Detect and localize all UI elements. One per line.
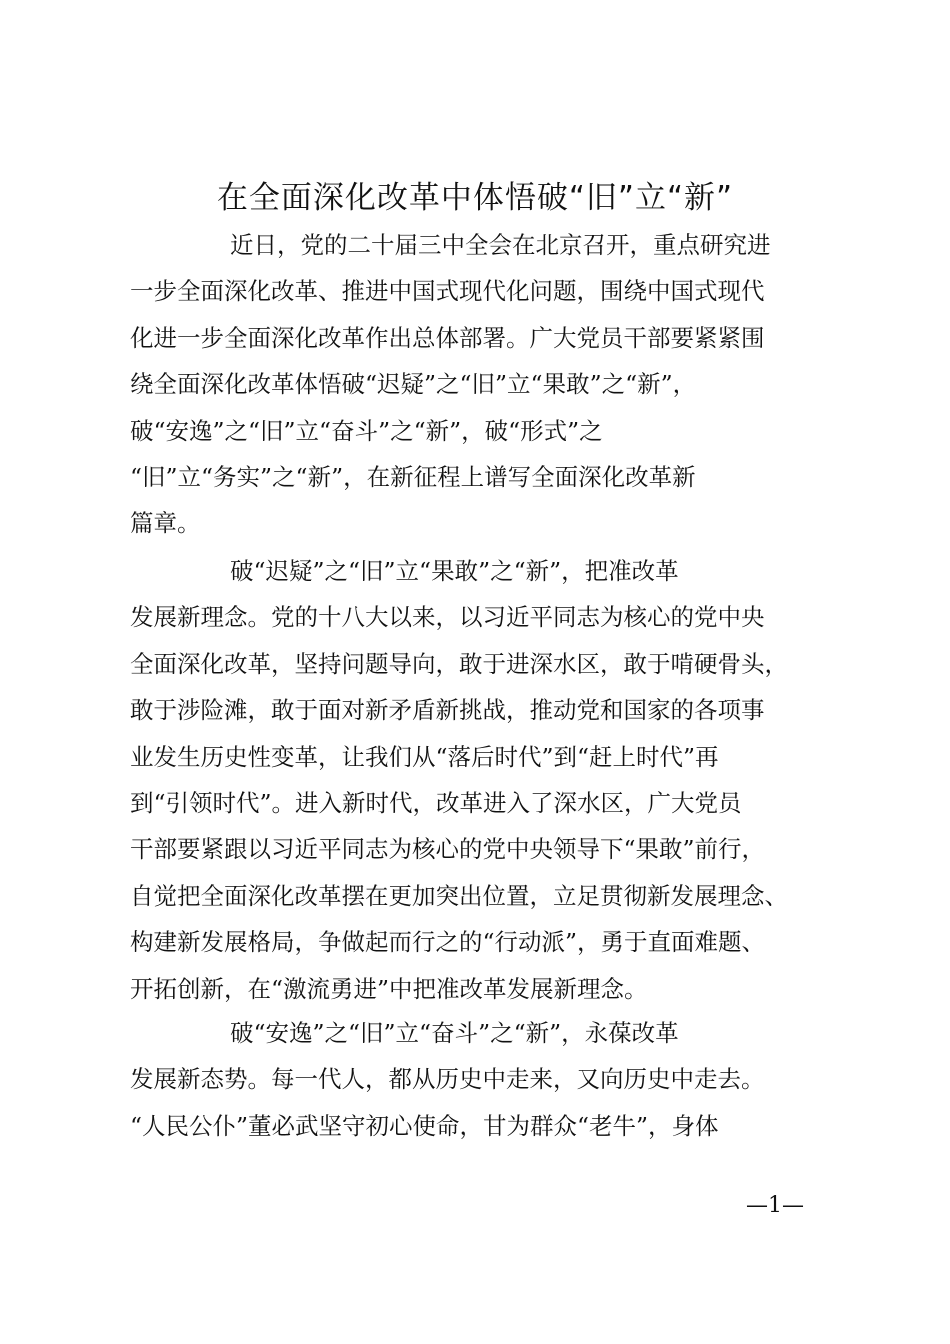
text-line: 破“迟疑”之“旧”立“果敢”之“新”，把准改革 [230, 557, 679, 585]
document-title: 在全面深化改革中体悟破“旧”立“新” [216, 180, 734, 216]
text-line: 自觉把全面深化改革摆在更加突出位置，立足贯彻新发展理念、 [130, 881, 788, 910]
paragraph-section-1 [130, 548, 830, 1012]
text-line: 构建新发展格局，争做起而行之的“行动派”，勇于直面难题、 [130, 928, 766, 957]
text-line: 敢于涉险滩，敢于面对新矛盾新挑战，推动党和国家的各项事 [130, 696, 765, 725]
text-line: 一步全面深化改革、推进中国式现代化问题，围绕中国式现代 [130, 277, 765, 306]
text-line: 开拓创新，在“激流勇进”中把准改革发展新理念。 [130, 974, 648, 1003]
paragraph-section-2 [130, 1010, 830, 1149]
page-number: —1— [746, 1193, 804, 1218]
text-line: 发展新态势。每一代人，都从历史中走来，又向历史中走去。 [130, 1065, 765, 1094]
paragraph-intro [130, 222, 830, 547]
text-line: “人民公仆”董必武坚守初心使命，甘为群众“老牛”，身体 [130, 1111, 719, 1140]
text-line: 破“安逸”之“旧”立“奋斗”之“新”，破“形式”之 [130, 416, 603, 445]
text-line: “旧”立“务实”之“新”，在新征程上谱写全面深化改革新 [130, 462, 696, 491]
text-line: 到“引领时代”。进入新时代，改革进入了深水区，广大党员 [130, 788, 742, 817]
text-line: 破“安逸”之“旧”立“奋斗”之“新”，永葆改革 [230, 1019, 679, 1047]
text-line: 全面深化改革，坚持问题导向，敢于进深水区，敢于啃硬骨头， [130, 649, 788, 678]
text-line: 近日，党的二十届三中全会在北京召开，重点研究进 [230, 231, 771, 259]
text-line: 干部要紧跟以习近平同志为核心的党中央领导下“果敢”前行， [130, 835, 766, 864]
text-line: 发展新理念。党的十八大以来，以习近平同志为核心的党中央 [130, 603, 765, 632]
text-line: 化进一步全面深化改革作出总体部署。广大党员干部要紧紧围 [130, 323, 765, 352]
text-line: 绕全面深化改革体悟破“迟疑”之“旧”立“果敢”之“新”， [130, 370, 697, 399]
text-line: 篇章。 [130, 509, 201, 538]
text-line: 业发生历史性变革，让我们从“落后时代”到“赶上时代”再 [130, 742, 719, 771]
